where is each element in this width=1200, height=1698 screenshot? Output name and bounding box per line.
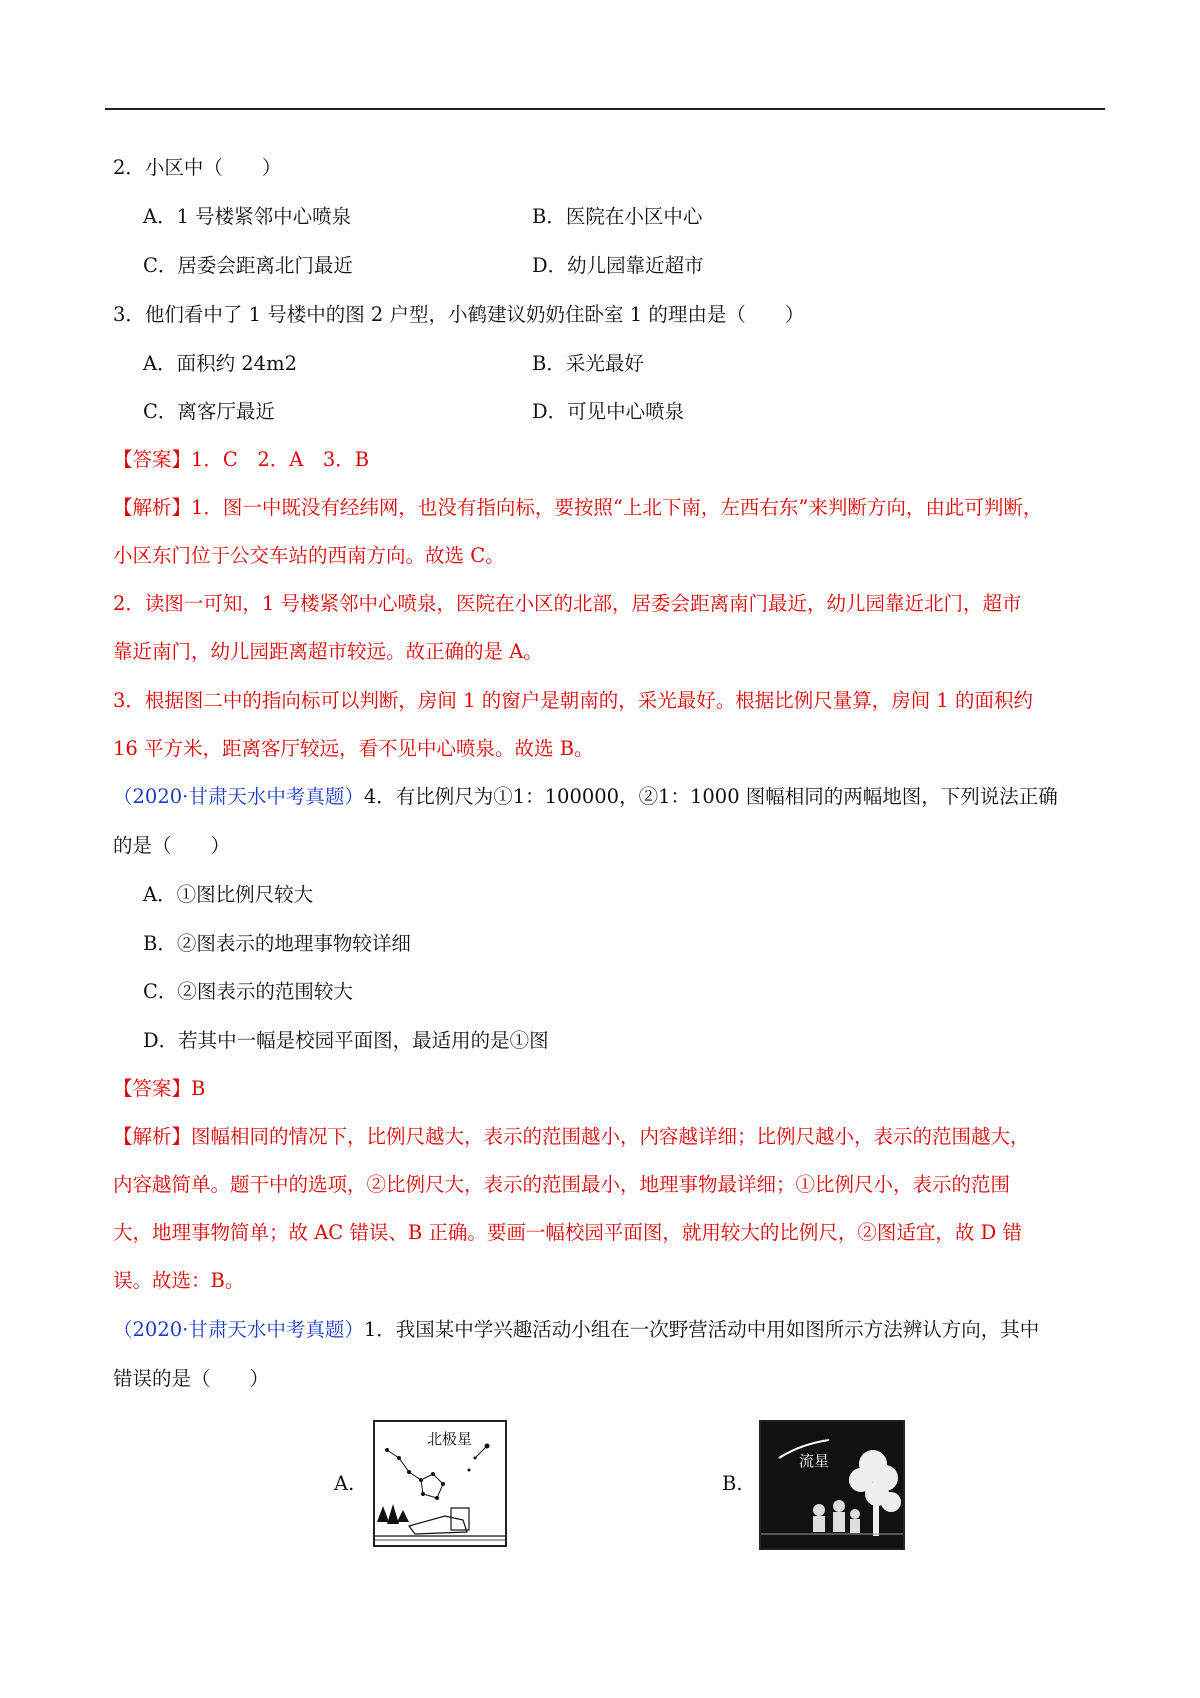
header-rule <box>105 108 1105 110</box>
q5-option-b-caption: 流星 <box>799 1452 830 1470</box>
q5-option-b-label: B. <box>722 1472 743 1495</box>
answer-1: 【答案】1．C 2．A 3．B <box>113 448 370 471</box>
q5-stem-1: 1．我国某中学兴趣活动小组在一次野营活动中用如图所示方法辨认方向，其中 <box>363 1318 1040 1341</box>
analysis-1-line-4: 靠近南门，幼儿园距离超市较远。故正确的是 A。 <box>113 640 543 663</box>
q4-option-d: D．若其中一幅是校园平面图，最适用的是①图 <box>143 1029 549 1052</box>
analysis-1-line-5: 3．根据图二中的指向标可以判断，房间 1 的窗户是朝南的，采光最好。根据比例尺量算，房间 1 的面积约 <box>113 689 1034 712</box>
q4-option-a: A．①图比例尺较大 <box>143 883 314 906</box>
q5-option-b-image <box>759 1420 905 1550</box>
analysis-2-line-4: 误。故选：B。 <box>113 1269 245 1292</box>
q3-option-d: D．可见中心喷泉 <box>532 400 685 423</box>
q2-option-a: A．1 号楼紧邻中心喷泉 <box>143 205 352 228</box>
q4-stem-line-1 <box>113 783 1058 811</box>
q4-option-b: B．②图表示的地理事物较详细 <box>143 932 411 955</box>
q5-option-a-caption: 北极星 <box>427 1430 473 1448</box>
analysis-2-line-3: 大，地理事物简单；故 AC 错误、B 正确。要画一幅校园平面图，就用较大的比例尺，②图适宜，故 D 错 <box>113 1221 1022 1244</box>
q5-source: （2020·甘肃天水中考真题） <box>113 1318 364 1341</box>
q4-source: （2020·甘肃天水中考真题） <box>113 785 364 808</box>
q2-option-b: B．医院在小区中心 <box>532 205 703 228</box>
q2-option-c: C．居委会距离北门最近 <box>143 254 353 277</box>
analysis-1-line-2: 小区东门位于公交车站的西南方向。故选 C。 <box>113 544 505 567</box>
q5-option-a-image <box>373 1420 507 1547</box>
q2-stem: 2．小区中（ ） <box>113 156 282 179</box>
analysis-1-line-6: 16 平方米，距离客厅较远，看不见中心喷泉。故选 B。 <box>113 737 594 760</box>
analysis-2-line-2: 内容越简单。题干中的选项，②比例尺大，表示的范围最小，地理事物最详细；①比例尺小，表示的范围 <box>113 1173 1011 1196</box>
q3-option-c: C．离客厅最近 <box>143 400 275 423</box>
q4-stem-1: 4．有比例尺为①1：100000，②1：1000 图幅相同的两幅地图，下列说法正确 <box>363 785 1058 808</box>
polaris-illustration <box>375 1422 505 1545</box>
q5-stem-line-1 <box>113 1316 1039 1344</box>
analysis-2-line-1: 【解析】图幅相同的情况下，比例尺越大，表示的范围越小，内容越详细；比例尺越小，表示的范围越大， <box>113 1125 1030 1148</box>
q3-option-b: B．采光最好 <box>532 352 644 375</box>
q4-option-c: C．②图表示的范围较大 <box>143 980 353 1003</box>
q5-stem-line-2: 错误的是（ ） <box>113 1367 270 1390</box>
q2-option-d: D．幼儿园靠近超市 <box>532 254 704 277</box>
q5-option-a-label: A. <box>334 1472 355 1495</box>
q3-option-a: A．面积约 24m2 <box>143 352 297 375</box>
analysis-1-line-3: 2．读图一可知，1 号楼紧邻中心喷泉，医院在小区的北部，居委会距离南门最近，幼儿园靠近北门，超市 <box>113 592 1022 615</box>
analysis-1-line-1: 【解析】1．图一中既没有经纬网，也没有指向标，要按照“上北下南，左西右东”来判断方向，由此可判断， <box>113 496 1043 519</box>
meteor-illustration <box>761 1422 903 1548</box>
q3-stem: 3．他们看中了 1 号楼中的图 2 户型，小鹤建议奶奶住卧室 1 的理由是（ ） <box>113 303 805 326</box>
q4-stem-line-2: 的是（ ） <box>113 834 231 857</box>
answer-2: 【答案】B <box>113 1077 206 1100</box>
